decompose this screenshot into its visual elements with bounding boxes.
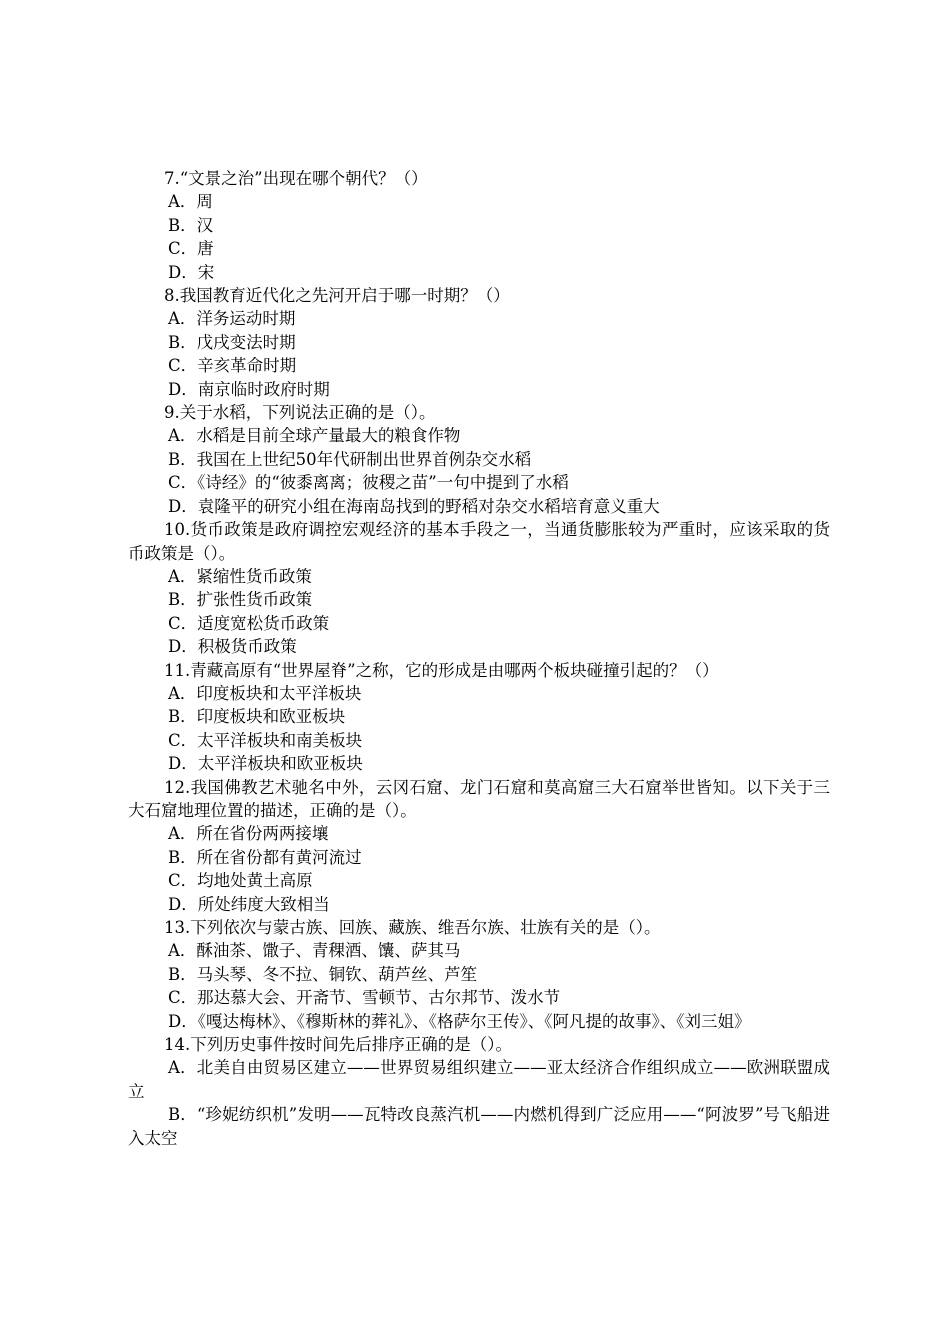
question-9-option-a: A．水稻是目前全球产量最大的粮食作物 [168,426,461,446]
question-14-stem: 14.下列历史事件按时间先后排序正确的是（）。 [164,1035,512,1055]
question-11-option-c: C．太平洋板块和南美板块 [168,730,363,750]
question-12-option-b: B．所在省份都有黄河流过 [168,847,362,867]
question-10-option-c: C．适度宽松货币政策 [168,613,330,633]
question-12-option-d: D．所处纬度大致相当 [168,894,330,914]
question-11-option-b: B．印度板块和欧亚板块 [168,707,346,727]
question-10-stem: 10.货币政策是政府调控宏观经济的基本手段之一，当通货膨胀较为严重时，应该采取的货币政策是（）。 [128,520,830,563]
question-7-option-d: D．宋 [168,262,215,282]
question-9-option-b: B．我国在上世纪50年代研制出世界首例杂交水稻 [168,449,532,469]
question-13-option-c: C．那达慕大会、开斋节、雪顿节、古尔邦节、泼水节 [168,988,561,1008]
question-11-option-a: A．印度板块和太平洋板块 [168,683,362,703]
question-10-option-a: A．紧缩性货币政策 [168,566,312,586]
question-7-option-a: A．周 [168,192,213,212]
question-12-option-a: A．所在省份两两接壤 [168,824,329,844]
question-9-stem: 9.关于水稻，下列说法正确的是（）。 [164,403,436,423]
question-12-option-c: C．均地处黄土高原 [168,871,313,891]
question-14-option-a: A．北美自由贸易区建立——世界贸易组织建立——亚太经济合作组织成立——欧洲联盟成立 [128,1058,830,1101]
question-7-stem: 7.“文景之治”出现在哪个朝代？（） [164,169,428,188]
question-9-option-c: C．《诗经》的“彼黍离离；彼稷之苗”一句中提到了水稻 [168,473,569,493]
question-10-option-d: D．积极货币政策 [168,637,297,657]
question-8-option-a: A．洋务运动时期 [168,309,296,329]
question-8-stem: 8.我国教育近代化之先河开启于哪一时期？（） [164,286,510,306]
question-14-option-b: B．“珍妮纺织机”发明——瓦特改良蒸汽机——内燃机得到广泛应用——“阿波罗”号飞船进入太空 [128,1105,830,1148]
question-12-stem: 12.我国佛教艺术驰名中外，云冈石窟、龙门石窟和莫高窟三大石窟举世皆知。以下关于三大石窟地理位置的描述，正确的是（）。 [128,777,830,820]
question-13-option-a: A．酥油茶、馓子、青稞酒、馕、萨其马 [168,941,461,961]
question-11-stem: 11.青藏高原有“世界屋脊”之称，它的形成是由哪两个板块碰撞引起的？（） [164,660,719,680]
question-9-option-d: D．袁隆平的研究小组在海南岛找到的野稻对杂交水稻培育意义重大 [168,496,660,516]
question-13-option-d: D．《嘎达梅林》、《穆斯林的葬礼》、《格萨尔王传》、《阿凡提的故事》、《刘三姐》 [168,1011,751,1031]
question-13-option-b: B．马头琴、冬不拉、铜钦、葫芦丝、芦笙 [168,964,478,984]
question-8-option-d: D．南京临时政府时期 [168,379,330,399]
question-8-option-c: C．辛亥革命时期 [168,356,297,376]
question-7-option-c: C．唐 [168,239,214,259]
question-13-stem: 13.下列依次与蒙古族、回族、藏族、维吾尔族、壮族有关的是（）。 [164,918,661,937]
question-7-option-b: B．汉 [168,215,214,235]
question-10-option-b: B．扩张性货币政策 [168,590,313,610]
question-11-option-d: D．太平洋板块和欧亚板块 [168,754,363,774]
question-8-option-b: B．戊戌变法时期 [168,332,296,352]
